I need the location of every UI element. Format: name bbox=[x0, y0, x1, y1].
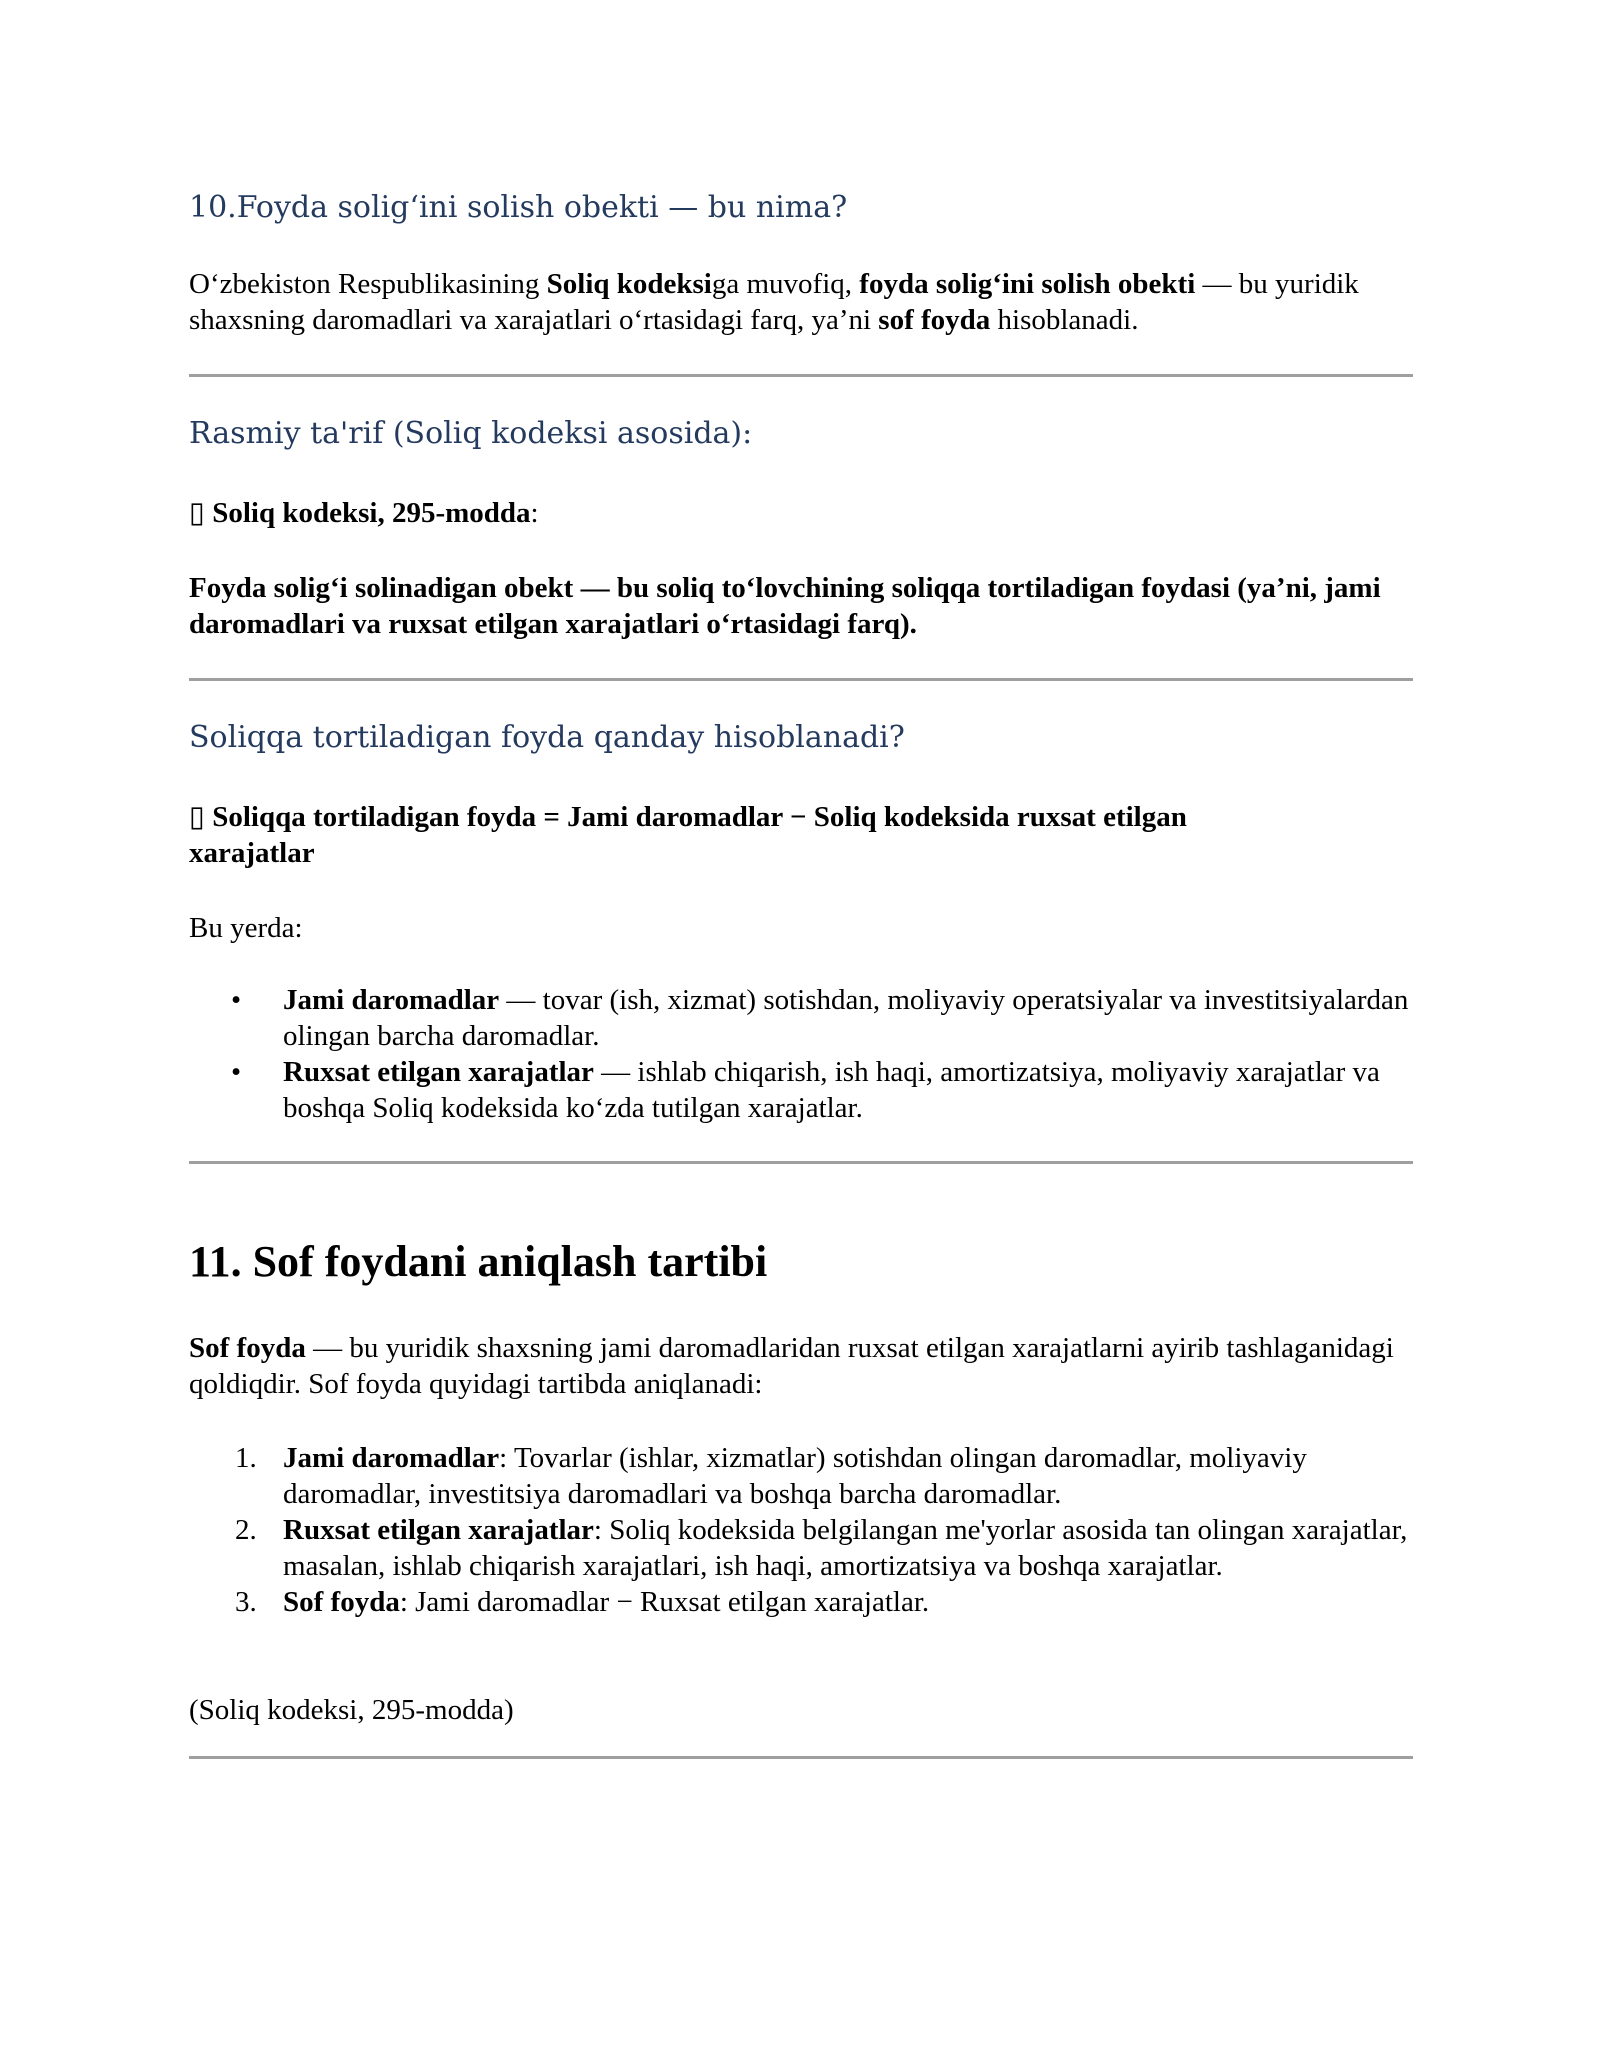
section-10-heading: 10.Foyda solig‘ini solish obekti — bu nima? bbox=[189, 190, 848, 225]
intro-text: O‘zbekiston Respublikasining bbox=[189, 268, 547, 300]
intro-text: — bu yuridik shaxsning jami daromadlaridan ruxsat etilgan xarajatlarni ayirib tashlaganidagi qoldiqdir. Sof foyda quyidagi tartibda aniqlanadi: bbox=[189, 1332, 1394, 1400]
step-number: 1. bbox=[235, 1442, 257, 1474]
step-term: Jami daromadlar bbox=[283, 1442, 500, 1474]
list-item bbox=[189, 1512, 1413, 1584]
missing-glyph-icon: ▯ bbox=[189, 799, 205, 833]
intro-text: ga muvofiq, bbox=[711, 268, 860, 300]
source-reference: (Soliq kodeksi, 295-modda) bbox=[189, 1694, 514, 1726]
step-text: : Tovarlar (ishlar, xizmatlar) sotishdan olingan daromadlar, moliyaviy daromadlar, investitsiya daromadlari va boshqa barcha daromadlar. bbox=[283, 1442, 1307, 1510]
step-text: : Soliq kodeksida belgilangan me'yorlar asosida tan olingan xarajatlar, masalan, ishlab chiqarish xarajatlari, ish haqi, amortizatsiya va boshqa xarajatlar. bbox=[283, 1514, 1408, 1582]
step-number: 3. bbox=[235, 1586, 257, 1618]
intro-bold-sof-foyda: Sof foyda bbox=[189, 1332, 306, 1364]
step-term: Ruxsat etilgan xarajatlar bbox=[283, 1514, 594, 1546]
bullet-text: — tovar (ish, xizmat) sotishdan, moliyaviy operatsiyalar va investitsiyalardan olingan barcha daromadlar. bbox=[283, 984, 1409, 1052]
section-11-heading: 11. Sof foydani aniqlash tartibi bbox=[189, 1237, 768, 1286]
hisoblash-heading: Soliqqa tortiladigan foyda qanday hisoblanadi? bbox=[189, 720, 905, 755]
divider bbox=[189, 374, 1413, 377]
list-item bbox=[189, 1054, 1413, 1126]
bullet-marker: • bbox=[231, 1056, 242, 1088]
intro-bold-obekt: foyda solig‘ini solish obekti bbox=[859, 268, 1196, 300]
bullet-term: Ruxsat etilgan xarajatlar bbox=[283, 1056, 594, 1088]
steps-numbered-list bbox=[189, 1440, 1413, 1620]
formula-text: Soliqqa tortiladigan foyda = Jami daromadlar − Soliq kodeksida ruxsat etilgan xarajatlar bbox=[189, 801, 1187, 869]
step-text: : Jami daromadlar − Ruxsat etilgan xarajatlar. bbox=[399, 1586, 930, 1618]
bu-yerda-label: Bu yerda: bbox=[189, 912, 303, 944]
step-number: 2. bbox=[235, 1514, 257, 1546]
rasmiy-tarif-heading: Rasmiy ta'rif (Soliq kodeksi asosida): bbox=[189, 416, 753, 451]
law-reference-colon: : bbox=[530, 497, 539, 529]
law-reference bbox=[189, 494, 1413, 531]
divider bbox=[189, 1756, 1413, 1759]
divider bbox=[189, 678, 1413, 681]
bullet-term: Jami daromadlar bbox=[283, 984, 500, 1016]
bullet-text: — ishlab chiqarish, ish haqi, amortizatsiya, moliyaviy xarajatlar va boshqa Soliq kodeksida ko‘zda tutilgan xarajatlar. bbox=[283, 1056, 1380, 1124]
list-item bbox=[189, 982, 1413, 1054]
official-definition: Foyda solig‘i solinadigan obekt — bu soliq to‘lovchining soliqqa tortiladigan foydasi (ya’ni, jami daromadlari va ruxsat etilgan xarajatlari o‘rtasidagi farq). bbox=[189, 572, 1381, 640]
section-11-intro bbox=[189, 1330, 1413, 1402]
bullet-marker: • bbox=[231, 984, 242, 1016]
section-10-intro bbox=[189, 266, 1413, 338]
list-item bbox=[189, 1584, 1413, 1620]
intro-text: hisoblanadi. bbox=[990, 304, 1139, 336]
intro-bold-sof-foyda: sof foyda bbox=[878, 304, 991, 336]
intro-text: — bu yuridik shaxsning daromadlari va xarajatlari o‘rtasidagi farq, ya’ni bbox=[189, 268, 1359, 336]
missing-glyph-icon: ▯ bbox=[189, 495, 205, 529]
law-reference-bold: Soliq kodeksi, 295-modda bbox=[212, 497, 531, 529]
formula bbox=[189, 798, 1279, 871]
list-item bbox=[189, 1440, 1413, 1512]
divider bbox=[189, 1161, 1413, 1164]
definitions-bullet-list bbox=[189, 982, 1413, 1126]
step-term: Sof foyda bbox=[283, 1586, 400, 1618]
intro-bold-soliq-kodeksi: Soliq kodeksi bbox=[546, 268, 712, 300]
